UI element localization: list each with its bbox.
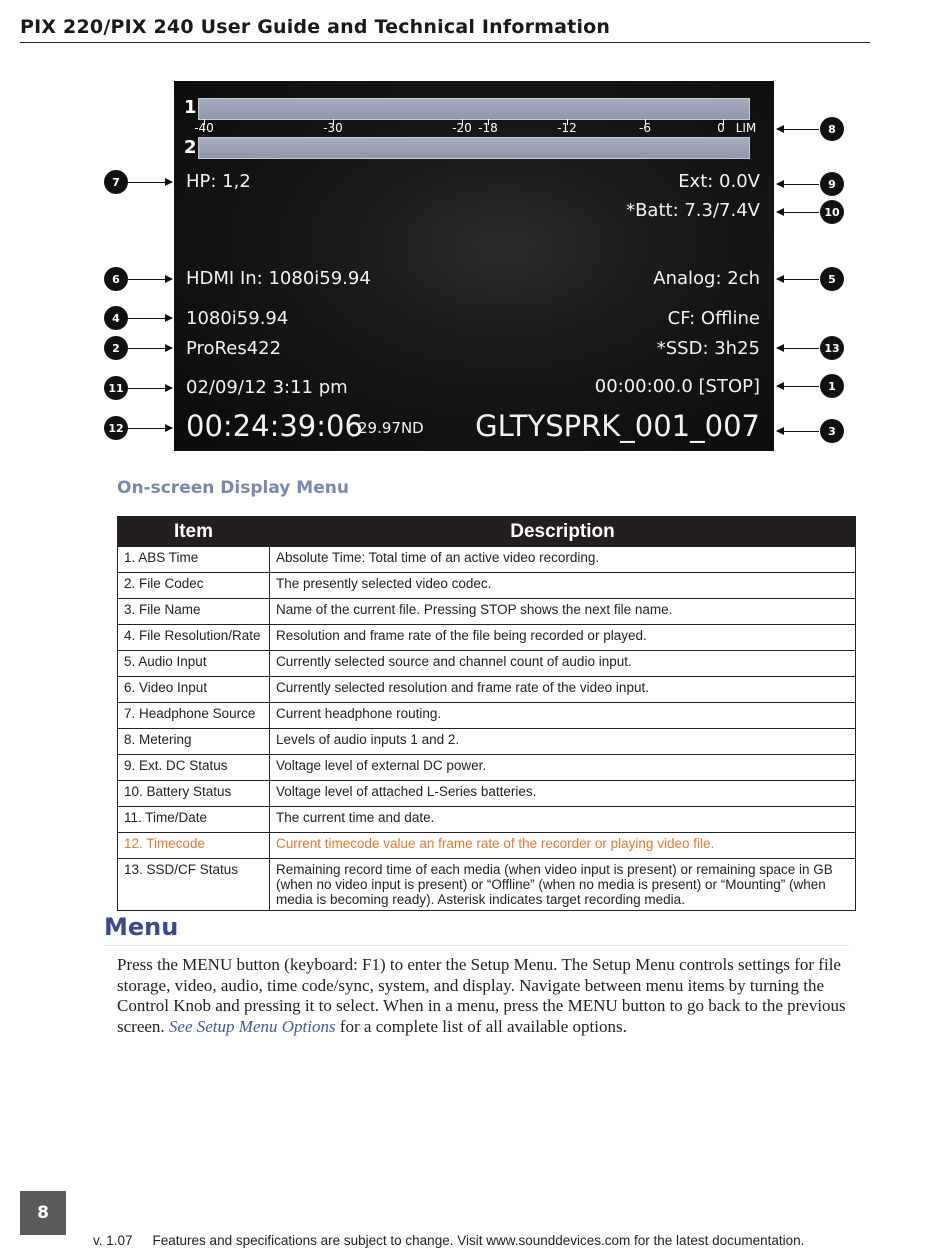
callout-1: 1 — [820, 374, 844, 398]
ssd-status-readout: *SSD: 3h25 — [656, 338, 760, 359]
callout-12: 12 — [104, 416, 128, 440]
callout-6: 6 — [104, 267, 128, 291]
callout-arrow — [777, 348, 819, 349]
description-cell: Current headphone routing. — [270, 703, 856, 729]
table-header-row — [118, 517, 856, 547]
page-number: 8 — [20, 1191, 66, 1235]
meter-tick-label: -20 — [452, 121, 472, 135]
item-cell: 9. Ext. DC Status — [118, 755, 270, 781]
callout-arrow — [777, 431, 819, 432]
meter-tick-label: -12 — [557, 121, 577, 135]
frame-rate-readout: 29.97ND — [358, 419, 424, 437]
menu-section-title: Menu — [104, 913, 179, 941]
table-row — [118, 807, 856, 833]
item-cell: 1. ABS Time — [118, 547, 270, 573]
callout-arrow — [777, 212, 819, 213]
ext-dc-readout: Ext: 0.0V — [678, 171, 760, 192]
menu-paragraph-text-end: for a complete list of all available options. — [335, 1016, 627, 1036]
cf-status-readout: CF: Offline — [667, 308, 760, 329]
callout-2: 2 — [104, 336, 128, 360]
callout-arrow — [128, 348, 172, 349]
battery-readout: *Batt: 7.3/7.4V — [626, 200, 760, 221]
meter-tick-label: -40 — [194, 121, 214, 135]
footer-version: v. 1.07 — [93, 1233, 133, 1248]
osd-menu-table — [117, 516, 856, 911]
video-input-readout: HDMI In: 1080i59.94 — [186, 268, 371, 289]
codec-readout: ProRes422 — [186, 338, 282, 359]
menu-paragraph-text: Press the MENU button (keyboard: F1) to enter the Setup Menu. The Setup Menu controls settings for file storage, video, audio, time code/sync, system, and display. Navigate between menu items by turning the Control Knob and pressing it to select. When in a menu, press the MENU button to go back to the previous screen. — [117, 955, 846, 1036]
description-cell: Voltage level of external DC power. — [270, 755, 856, 781]
description-cell: Remaining record time of each media (when video input is present) or remaining space in GB (when no video input is present) or “Offline” (when no media is present) or “Mounting” (when media is becoming ready). Asterisk indicates target recording media. — [270, 859, 856, 911]
section-title: On-screen Display Menu — [117, 478, 349, 498]
headphone-source-readout: HP: 1,2 — [186, 171, 251, 192]
table-row-highlighted — [118, 833, 856, 859]
setup-menu-options-link[interactable]: See Setup Menu Options — [168, 1016, 336, 1036]
item-cell: 5. Audio Input — [118, 651, 270, 677]
callout-11: 11 — [104, 376, 128, 400]
callout-5: 5 — [820, 267, 844, 291]
callout-arrow — [777, 386, 819, 387]
date-time-readout: 02/09/12 3:11 pm — [186, 377, 348, 398]
table-row — [118, 755, 856, 781]
meter-bar-channel-1 — [198, 98, 750, 120]
item-cell: 8. Metering — [118, 729, 270, 755]
callout-arrow — [777, 184, 819, 185]
table-row — [118, 729, 856, 755]
item-cell: 7. Headphone Source — [118, 703, 270, 729]
meter-channel-1-label: 1 — [184, 97, 197, 118]
description-cell: Voltage level of attached L-Series batteries. — [270, 781, 856, 807]
table-row — [118, 859, 856, 911]
audio-input-readout: Analog: 2ch — [653, 268, 760, 289]
page-footer — [93, 1233, 804, 1248]
item-cell: 13. SSD/CF Status — [118, 859, 270, 911]
table-row — [118, 677, 856, 703]
column-header-description: Description — [270, 517, 856, 547]
callout-8: 8 — [820, 117, 844, 141]
callout-arrow — [128, 428, 172, 429]
callout-arrow — [128, 318, 172, 319]
file-name-readout: GLTYSPRK_001_007 — [475, 409, 760, 443]
meter-tick-label: -18 — [478, 121, 498, 135]
table-row — [118, 651, 856, 677]
item-cell: 2. File Codec — [118, 573, 270, 599]
description-cell: Levels of audio inputs 1 and 2. — [270, 729, 856, 755]
callout-7: 7 — [104, 170, 128, 194]
abs-time-readout: 00:00:00.0 [STOP] — [594, 376, 760, 397]
description-cell: Current timecode value an frame rate of the recorder or playing video file. — [270, 833, 856, 859]
resolution-readout: 1080i59.94 — [186, 308, 289, 329]
item-cell: 11. Time/Date — [118, 807, 270, 833]
description-cell: Currently selected source and channel count of audio input. — [270, 651, 856, 677]
description-cell: Resolution and frame rate of the file being recorded or played. — [270, 625, 856, 651]
meter-tick-label: -6 — [639, 121, 651, 135]
table-row — [118, 573, 856, 599]
callout-13: 13 — [820, 336, 844, 360]
menu-section-rule — [104, 945, 849, 946]
callout-9: 9 — [820, 172, 844, 196]
item-cell: 4. File Resolution/Rate — [118, 625, 270, 651]
callout-10: 10 — [820, 200, 844, 224]
table-row — [118, 625, 856, 651]
on-screen-display-image — [174, 81, 774, 451]
document-header-title: PIX 220/PIX 240 User Guide and Technical Information — [20, 16, 611, 38]
table-row — [118, 547, 856, 573]
table-row — [118, 781, 856, 807]
callout-arrow — [128, 388, 172, 389]
description-cell: The current time and date. — [270, 807, 856, 833]
meter-tick-label: -30 — [323, 121, 343, 135]
column-header-item: Item — [118, 517, 270, 547]
menu-paragraph — [117, 955, 867, 1037]
callout-arrow — [128, 279, 172, 280]
header-rule — [20, 42, 870, 43]
item-cell: 10. Battery Status — [118, 781, 270, 807]
description-cell: Name of the current file. Pressing STOP shows the next file name. — [270, 599, 856, 625]
description-cell: Currently selected resolution and frame rate of the video input. — [270, 677, 856, 703]
item-cell: 3. File Name — [118, 599, 270, 625]
callout-arrow — [128, 182, 172, 183]
meter-bar-channel-2 — [198, 137, 750, 159]
table-row — [118, 703, 856, 729]
callout-arrow — [777, 129, 819, 130]
item-cell: 6. Video Input — [118, 677, 270, 703]
meter-channel-2-label: 2 — [184, 137, 197, 158]
meter-tick-label: LIM — [735, 121, 757, 135]
callout-arrow — [777, 279, 819, 280]
description-cell: Absolute Time: Total time of an active video recording. — [270, 547, 856, 573]
meter-tick-label: 0 — [717, 121, 725, 135]
callout-4: 4 — [104, 306, 128, 330]
table-row — [118, 599, 856, 625]
timecode-readout: 00:24:39:06 — [186, 409, 363, 443]
item-cell: 12. Timecode — [118, 833, 270, 859]
callout-3: 3 — [820, 419, 844, 443]
footer-text: Features and specifications are subject to change. Visit www.sounddevices.com for the latest documentation. — [152, 1233, 805, 1248]
description-cell: The presently selected video codec. — [270, 573, 856, 599]
